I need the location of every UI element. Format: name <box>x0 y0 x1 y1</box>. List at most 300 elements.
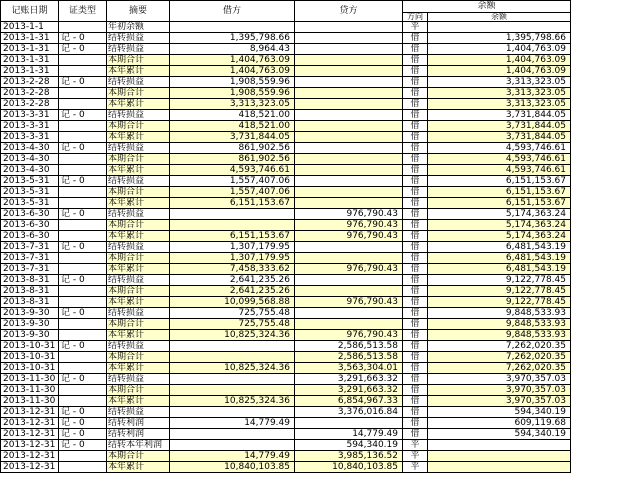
cell-voucher-type[interactable] <box>59 330 107 341</box>
cell-credit[interactable] <box>295 99 403 110</box>
cell-credit[interactable] <box>295 275 403 286</box>
cell-debit[interactable]: 4,593,746.61 <box>170 165 295 176</box>
cell-debit[interactable] <box>170 374 295 385</box>
cell-credit[interactable] <box>295 33 403 44</box>
cell-voucher-type[interactable]: 记 - 0 <box>59 44 107 55</box>
cell-date[interactable]: 2013-1-31 <box>1 44 59 55</box>
cell-balance[interactable]: 4,593,746.61 <box>428 154 571 165</box>
cell-debit[interactable]: 1,908,559.96 <box>170 77 295 88</box>
cell-credit[interactable]: 976,790.43 <box>295 220 403 231</box>
cell-direction[interactable]: 借 <box>403 407 428 418</box>
cell-balance[interactable]: 5,174,363.24 <box>428 220 571 231</box>
cell-balance[interactable]: 609,119.68 <box>428 418 571 429</box>
cell-direction[interactable]: 借 <box>403 374 428 385</box>
cell-voucher-type[interactable] <box>59 121 107 132</box>
cell-debit[interactable] <box>170 407 295 418</box>
cell-date[interactable]: 2013-4-30 <box>1 165 59 176</box>
table-row <box>1 385 571 396</box>
cell-date[interactable]: 2013-5-31 <box>1 187 59 198</box>
cell-debit[interactable]: 1,395,798.66 <box>170 33 295 44</box>
cell-voucher-type[interactable] <box>59 286 107 297</box>
cell-credit[interactable]: 3,291,663.32 <box>295 374 403 385</box>
cell-date[interactable]: 2013-3-31 <box>1 132 59 143</box>
cell-direction[interactable]: 借 <box>403 110 428 121</box>
cell-balance[interactable]: 4,593,746.61 <box>428 165 571 176</box>
cell-debit[interactable]: 861,902.56 <box>170 154 295 165</box>
cell-direction[interactable]: 借 <box>403 231 428 242</box>
cell-balance[interactable]: 6,151,153.67 <box>428 198 571 209</box>
cell-date[interactable]: 2013-5-31 <box>1 198 59 209</box>
cell-date[interactable]: 2013-6-30 <box>1 220 59 231</box>
cell-date[interactable]: 2013-2-28 <box>1 77 59 88</box>
cell-date[interactable]: 2013-1-31 <box>1 66 59 77</box>
cell-credit[interactable] <box>295 143 403 154</box>
cell-summary[interactable]: 结转利润 <box>107 418 170 429</box>
cell-summary[interactable]: 结转本年利润 <box>107 440 170 451</box>
cell-direction[interactable]: 平 <box>403 451 428 462</box>
cell-voucher-type[interactable]: 记 - 0 <box>59 407 107 418</box>
cell-direction[interactable]: 平 <box>403 462 428 473</box>
cell-summary[interactable]: 本年累计 <box>107 231 170 242</box>
cell-debit[interactable]: 1,307,179.95 <box>170 242 295 253</box>
cell-voucher-type[interactable] <box>59 352 107 363</box>
cell-voucher-type[interactable]: 记 - 0 <box>59 374 107 385</box>
cell-balance[interactable]: 9,848,533.93 <box>428 330 571 341</box>
cell-balance[interactable]: 1,404,763.09 <box>428 66 571 77</box>
cell-debit[interactable]: 1,557,407.06 <box>170 187 295 198</box>
cell-direction[interactable]: 借 <box>403 88 428 99</box>
cell-credit[interactable] <box>295 154 403 165</box>
cell-direction[interactable]: 借 <box>403 418 428 429</box>
cell-summary[interactable]: 本年累计 <box>107 132 170 143</box>
cell-balance[interactable]: 7,262,020.35 <box>428 341 571 352</box>
cell-balance[interactable]: 9,848,533.93 <box>428 308 571 319</box>
cell-debit[interactable]: 7,458,333.62 <box>170 264 295 275</box>
cell-date[interactable]: 2013-7-31 <box>1 242 59 253</box>
cell-summary[interactable]: 本期合计 <box>107 154 170 165</box>
cell-balance[interactable]: 1,395,798.66 <box>428 33 571 44</box>
cell-voucher-type[interactable] <box>59 66 107 77</box>
cell-voucher-type[interactable] <box>59 55 107 66</box>
cell-direction[interactable]: 平 <box>403 440 428 451</box>
cell-voucher-type[interactable] <box>59 385 107 396</box>
cell-debit[interactable]: 1,557,407.06 <box>170 176 295 187</box>
cell-balance[interactable]: 3,970,357.03 <box>428 374 571 385</box>
cell-summary[interactable]: 本期合计 <box>107 88 170 99</box>
cell-debit[interactable]: 1,404,763.09 <box>170 55 295 66</box>
cell-debit[interactable]: 10,825,324.36 <box>170 330 295 341</box>
cell-direction[interactable]: 借 <box>403 264 428 275</box>
cell-credit[interactable] <box>295 165 403 176</box>
cell-direction[interactable]: 借 <box>403 319 428 330</box>
cell-credit[interactable]: 10,840,103.85 <box>295 462 403 473</box>
cell-date[interactable]: 2013-12-31 <box>1 451 59 462</box>
table-row <box>1 66 571 77</box>
cell-debit[interactable]: 2,641,235.26 <box>170 286 295 297</box>
cell-debit[interactable]: 10,825,324.36 <box>170 363 295 374</box>
cell-credit[interactable] <box>295 286 403 297</box>
cell-debit[interactable] <box>170 341 295 352</box>
cell-date[interactable]: 2013-12-31 <box>1 440 59 451</box>
cell-summary[interactable]: 结转损益 <box>107 341 170 352</box>
cell-summary[interactable]: 本期合计 <box>107 220 170 231</box>
cell-date[interactable]: 2013-10-31 <box>1 341 59 352</box>
cell-voucher-type[interactable] <box>59 22 107 33</box>
cell-debit[interactable]: 861,902.56 <box>170 143 295 154</box>
cell-voucher-type[interactable] <box>59 88 107 99</box>
cell-voucher-type[interactable] <box>59 132 107 143</box>
cell-credit[interactable] <box>295 110 403 121</box>
cell-debit[interactable]: 3,313,323.05 <box>170 99 295 110</box>
cell-date[interactable]: 2013-6-30 <box>1 209 59 220</box>
cell-voucher-type[interactable]: 记 - 0 <box>59 242 107 253</box>
cell-direction[interactable]: 借 <box>403 363 428 374</box>
cell-debit[interactable]: 418,521.00 <box>170 110 295 121</box>
cell-credit[interactable] <box>295 308 403 319</box>
cell-direction[interactable]: 借 <box>403 99 428 110</box>
cell-direction[interactable]: 借 <box>403 165 428 176</box>
cell-debit[interactable]: 1,404,763.09 <box>170 66 295 77</box>
cell-balance[interactable]: 9,848,533.93 <box>428 319 571 330</box>
cell-voucher-type[interactable] <box>59 363 107 374</box>
cell-voucher-type[interactable] <box>59 253 107 264</box>
cell-voucher-type[interactable] <box>59 297 107 308</box>
cell-date[interactable]: 2013-4-30 <box>1 143 59 154</box>
cell-summary[interactable]: 本期合计 <box>107 352 170 363</box>
header-date: 记账日期 <box>1 1 59 22</box>
cell-debit[interactable]: 10,840,103.85 <box>170 462 295 473</box>
cell-summary[interactable]: 本期合计 <box>107 121 170 132</box>
cell-direction[interactable]: 借 <box>403 187 428 198</box>
cell-debit[interactable]: 1,908,559.96 <box>170 88 295 99</box>
cell-credit[interactable]: 6,854,967.33 <box>295 396 403 407</box>
cell-credit[interactable]: 2,586,513.58 <box>295 352 403 363</box>
cell-summary[interactable]: 年初余额 <box>107 22 170 33</box>
cell-date[interactable]: 2013-7-31 <box>1 253 59 264</box>
cell-date[interactable]: 2013-11-30 <box>1 396 59 407</box>
cell-direction[interactable]: 借 <box>403 253 428 264</box>
cell-date[interactable]: 2013-11-30 <box>1 374 59 385</box>
cell-debit[interactable]: 14,779.49 <box>170 418 295 429</box>
cell-balance[interactable]: 5,174,363.24 <box>428 231 571 242</box>
cell-balance[interactable]: 3,970,357.03 <box>428 396 571 407</box>
cell-voucher-type[interactable] <box>59 396 107 407</box>
cell-credit[interactable] <box>295 198 403 209</box>
cell-balance[interactable] <box>428 22 571 33</box>
cell-summary[interactable]: 本年累计 <box>107 264 170 275</box>
cell-balance[interactable]: 1,404,763.09 <box>428 55 571 66</box>
cell-summary[interactable]: 结转损益 <box>107 308 170 319</box>
cell-voucher-type[interactable] <box>59 451 107 462</box>
cell-debit[interactable] <box>170 220 295 231</box>
cell-direction[interactable]: 借 <box>403 132 428 143</box>
cell-direction[interactable]: 借 <box>403 330 428 341</box>
cell-balance[interactable]: 1,404,763.09 <box>428 44 571 55</box>
cell-credit[interactable]: 14,779.49 <box>295 429 403 440</box>
cell-credit[interactable] <box>295 77 403 88</box>
table-row <box>1 451 571 462</box>
cell-summary[interactable]: 本期合计 <box>107 385 170 396</box>
cell-summary[interactable]: 结转损益 <box>107 275 170 286</box>
cell-summary[interactable]: 结转利润 <box>107 429 170 440</box>
cell-date[interactable]: 2013-1-1 <box>1 22 59 33</box>
cell-date[interactable]: 2013-11-30 <box>1 385 59 396</box>
cell-direction[interactable]: 借 <box>403 121 428 132</box>
cell-voucher-type[interactable]: 记 - 0 <box>59 429 107 440</box>
cell-direction[interactable]: 借 <box>403 66 428 77</box>
cell-voucher-type[interactable] <box>59 220 107 231</box>
cell-credit[interactable] <box>295 22 403 33</box>
cell-debit[interactable]: 8,964.43 <box>170 44 295 55</box>
table-row <box>1 341 571 352</box>
cell-direction[interactable]: 借 <box>403 396 428 407</box>
cell-voucher-type[interactable] <box>59 264 107 275</box>
cell-date[interactable]: 2013-12-31 <box>1 429 59 440</box>
cell-voucher-type[interactable] <box>59 198 107 209</box>
cell-direction[interactable]: 借 <box>403 275 428 286</box>
cell-summary[interactable]: 本期合计 <box>107 286 170 297</box>
cell-debit[interactable]: 725,755.48 <box>170 319 295 330</box>
cell-summary[interactable]: 本年累计 <box>107 165 170 176</box>
cell-credit[interactable] <box>295 66 403 77</box>
cell-balance[interactable]: 4,593,746.61 <box>428 143 571 154</box>
cell-direction[interactable]: 平 <box>403 22 428 33</box>
cell-date[interactable]: 2013-5-31 <box>1 176 59 187</box>
cell-date[interactable]: 2013-12-31 <box>1 407 59 418</box>
cell-credit[interactable]: 976,790.43 <box>295 297 403 308</box>
cell-summary[interactable]: 结转损益 <box>107 407 170 418</box>
cell-direction[interactable]: 借 <box>403 286 428 297</box>
cell-debit[interactable] <box>170 385 295 396</box>
cell-voucher-type[interactable]: 记 - 0 <box>59 33 107 44</box>
header-row <box>1 1 571 13</box>
cell-voucher-type[interactable]: 记 - 0 <box>59 176 107 187</box>
cell-date[interactable]: 2013-4-30 <box>1 154 59 165</box>
cell-credit[interactable]: 3,376,016.84 <box>295 407 403 418</box>
cell-debit[interactable] <box>170 429 295 440</box>
table-row <box>1 110 571 121</box>
cell-debit[interactable]: 14,779.49 <box>170 451 295 462</box>
cell-balance[interactable]: 6,481,543.19 <box>428 242 571 253</box>
cell-summary[interactable]: 本年累计 <box>107 198 170 209</box>
cell-credit[interactable]: 2,586,513.58 <box>295 341 403 352</box>
cell-voucher-type[interactable]: 记 - 0 <box>59 308 107 319</box>
cell-balance[interactable]: 594,340.19 <box>428 407 571 418</box>
cell-direction[interactable]: 借 <box>403 55 428 66</box>
cell-balance[interactable]: 7,262,020.35 <box>428 363 571 374</box>
cell-balance[interactable]: 3,313,323.05 <box>428 77 571 88</box>
cell-credit[interactable]: 976,790.43 <box>295 264 403 275</box>
cell-summary[interactable]: 本年累计 <box>107 363 170 374</box>
cell-summary[interactable]: 本期合计 <box>107 187 170 198</box>
cell-date[interactable]: 2013-12-31 <box>1 462 59 473</box>
cell-summary[interactable]: 本年累计 <box>107 396 170 407</box>
cell-debit[interactable]: 3,731,844.05 <box>170 132 295 143</box>
cell-direction[interactable]: 借 <box>403 176 428 187</box>
cell-summary[interactable]: 本期合计 <box>107 451 170 462</box>
cell-credit[interactable] <box>295 88 403 99</box>
cell-direction[interactable]: 借 <box>403 220 428 231</box>
cell-summary[interactable]: 结转损益 <box>107 33 170 44</box>
cell-summary[interactable]: 结转损益 <box>107 209 170 220</box>
cell-debit[interactable]: 2,641,235.26 <box>170 275 295 286</box>
cell-balance[interactable]: 6,481,543.19 <box>428 253 571 264</box>
cell-debit[interactable]: 725,755.48 <box>170 308 295 319</box>
cell-voucher-type[interactable]: 记 - 0 <box>59 341 107 352</box>
cell-direction[interactable]: 借 <box>403 429 428 440</box>
cell-credit[interactable] <box>295 242 403 253</box>
cell-debit[interactable] <box>170 22 295 33</box>
cell-credit[interactable] <box>295 44 403 55</box>
cell-direction[interactable]: 借 <box>403 44 428 55</box>
cell-direction[interactable]: 借 <box>403 297 428 308</box>
cell-direction[interactable]: 借 <box>403 341 428 352</box>
cell-voucher-type[interactable]: 记 - 0 <box>59 418 107 429</box>
cell-balance[interactable]: 3,313,323.05 <box>428 99 571 110</box>
cell-summary[interactable]: 本年累计 <box>107 66 170 77</box>
cell-summary[interactable]: 结转损益 <box>107 242 170 253</box>
cell-voucher-type[interactable] <box>59 99 107 110</box>
cell-credit[interactable]: 3,985,136.52 <box>295 451 403 462</box>
cell-balance[interactable]: 9,122,778.45 <box>428 275 571 286</box>
cell-balance[interactable]: 6,151,153.67 <box>428 187 571 198</box>
cell-direction[interactable]: 借 <box>403 209 428 220</box>
cell-date[interactable]: 2013-12-31 <box>1 418 59 429</box>
cell-voucher-type[interactable]: 记 - 0 <box>59 77 107 88</box>
cell-summary[interactable]: 结转损益 <box>107 143 170 154</box>
cell-date[interactable]: 2013-8-31 <box>1 275 59 286</box>
cell-balance[interactable] <box>428 451 571 462</box>
cell-date[interactable]: 2013-8-31 <box>1 286 59 297</box>
cell-voucher-type[interactable] <box>59 187 107 198</box>
cell-debit[interactable] <box>170 440 295 451</box>
cell-summary[interactable]: 结转损益 <box>107 110 170 121</box>
cell-summary[interactable]: 本期合计 <box>107 55 170 66</box>
table-row <box>1 55 571 66</box>
cell-direction[interactable]: 借 <box>403 308 428 319</box>
header-type: 证类型 <box>59 1 107 22</box>
cell-date[interactable]: 2013-10-31 <box>1 352 59 363</box>
cell-voucher-type[interactable] <box>59 462 107 473</box>
cell-summary[interactable]: 结转损益 <box>107 44 170 55</box>
cell-credit[interactable] <box>295 187 403 198</box>
cell-date[interactable]: 2013-9-30 <box>1 330 59 341</box>
cell-balance[interactable]: 9,122,778.45 <box>428 286 571 297</box>
header-credit: 贷方 <box>295 1 403 22</box>
cell-summary[interactable]: 本年累计 <box>107 297 170 308</box>
cell-direction[interactable]: 借 <box>403 385 428 396</box>
cell-debit[interactable]: 6,151,153.67 <box>170 198 295 209</box>
cell-voucher-type[interactable] <box>59 165 107 176</box>
cell-credit[interactable]: 976,790.43 <box>295 231 403 242</box>
cell-date[interactable]: 2013-10-31 <box>1 363 59 374</box>
cell-date[interactable]: 2013-1-31 <box>1 33 59 44</box>
cell-voucher-type[interactable] <box>59 154 107 165</box>
cell-voucher-type[interactable]: 记 - 0 <box>59 110 107 121</box>
cell-date[interactable]: 2013-3-31 <box>1 121 59 132</box>
cell-date[interactable]: 2013-2-28 <box>1 99 59 110</box>
cell-balance[interactable]: 594,340.19 <box>428 429 571 440</box>
cell-summary[interactable]: 结转损益 <box>107 176 170 187</box>
cell-credit[interactable] <box>295 121 403 132</box>
cell-credit[interactable] <box>295 418 403 429</box>
cell-balance[interactable]: 3,313,323.05 <box>428 88 571 99</box>
cell-date[interactable]: 2013-9-30 <box>1 308 59 319</box>
cell-balance[interactable]: 3,970,357.03 <box>428 385 571 396</box>
cell-balance[interactable]: 3,731,844.05 <box>428 110 571 121</box>
cell-credit[interactable]: 3,563,304.01 <box>295 363 403 374</box>
cell-voucher-type[interactable]: 记 - 0 <box>59 143 107 154</box>
cell-date[interactable]: 2013-2-28 <box>1 88 59 99</box>
cell-date[interactable]: 2013-9-30 <box>1 319 59 330</box>
cell-debit[interactable]: 10,825,324.36 <box>170 396 295 407</box>
cell-date[interactable]: 2013-7-31 <box>1 264 59 275</box>
cell-balance[interactable]: 6,151,153.67 <box>428 176 571 187</box>
cell-voucher-type[interactable] <box>59 231 107 242</box>
cell-voucher-type[interactable]: 记 - 0 <box>59 440 107 451</box>
cell-date[interactable]: 2013-8-31 <box>1 297 59 308</box>
cell-balance[interactable]: 6,481,543.19 <box>428 264 571 275</box>
cell-credit[interactable] <box>295 253 403 264</box>
cell-summary[interactable]: 本期合计 <box>107 253 170 264</box>
cell-direction[interactable]: 借 <box>403 33 428 44</box>
cell-debit[interactable]: 418,521.00 <box>170 121 295 132</box>
cell-debit[interactable]: 10,099,568.88 <box>170 297 295 308</box>
cell-date[interactable]: 2013-6-30 <box>1 231 59 242</box>
cell-debit[interactable] <box>170 352 295 363</box>
table-row <box>1 297 571 308</box>
cell-summary[interactable]: 本期合计 <box>107 319 170 330</box>
cell-date[interactable]: 2013-1-31 <box>1 55 59 66</box>
cell-summary[interactable]: 结转损益 <box>107 374 170 385</box>
cell-debit[interactable] <box>170 209 295 220</box>
cell-direction[interactable]: 借 <box>403 77 428 88</box>
cell-credit[interactable]: 976,790.43 <box>295 209 403 220</box>
cell-debit[interactable]: 1,307,179.95 <box>170 253 295 264</box>
cell-balance[interactable]: 5,174,363.24 <box>428 209 571 220</box>
cell-balance[interactable]: 3,731,844.05 <box>428 132 571 143</box>
cell-balance[interactable] <box>428 462 571 473</box>
cell-balance[interactable]: 9,122,778.45 <box>428 297 571 308</box>
cell-direction[interactable]: 借 <box>403 154 428 165</box>
cell-debit[interactable]: 6,151,153.67 <box>170 231 295 242</box>
cell-credit[interactable]: 3,291,663.32 <box>295 385 403 396</box>
cell-direction[interactable]: 借 <box>403 242 428 253</box>
cell-direction[interactable]: 借 <box>403 352 428 363</box>
cell-date[interactable]: 2013-3-31 <box>1 110 59 121</box>
cell-credit[interactable] <box>295 176 403 187</box>
cell-balance[interactable] <box>428 440 571 451</box>
cell-credit[interactable]: 976,790.43 <box>295 330 403 341</box>
cell-voucher-type[interactable] <box>59 319 107 330</box>
cell-summary[interactable]: 结转损益 <box>107 77 170 88</box>
cell-direction[interactable]: 借 <box>403 198 428 209</box>
cell-summary[interactable]: 本年累计 <box>107 99 170 110</box>
table-row <box>1 88 571 99</box>
cell-credit[interactable] <box>295 55 403 66</box>
cell-balance[interactable]: 3,731,844.05 <box>428 121 571 132</box>
cell-voucher-type[interactable]: 记 - 0 <box>59 209 107 220</box>
cell-balance[interactable]: 7,262,020.35 <box>428 352 571 363</box>
cell-summary[interactable]: 本年累计 <box>107 330 170 341</box>
cell-voucher-type[interactable]: 记 - 0 <box>59 275 107 286</box>
cell-summary[interactable]: 本年累计 <box>107 462 170 473</box>
cell-direction[interactable]: 借 <box>403 143 428 154</box>
cell-credit[interactable]: 594,340.19 <box>295 440 403 451</box>
table-row <box>1 396 571 407</box>
cell-credit[interactable] <box>295 132 403 143</box>
cell-credit[interactable] <box>295 319 403 330</box>
